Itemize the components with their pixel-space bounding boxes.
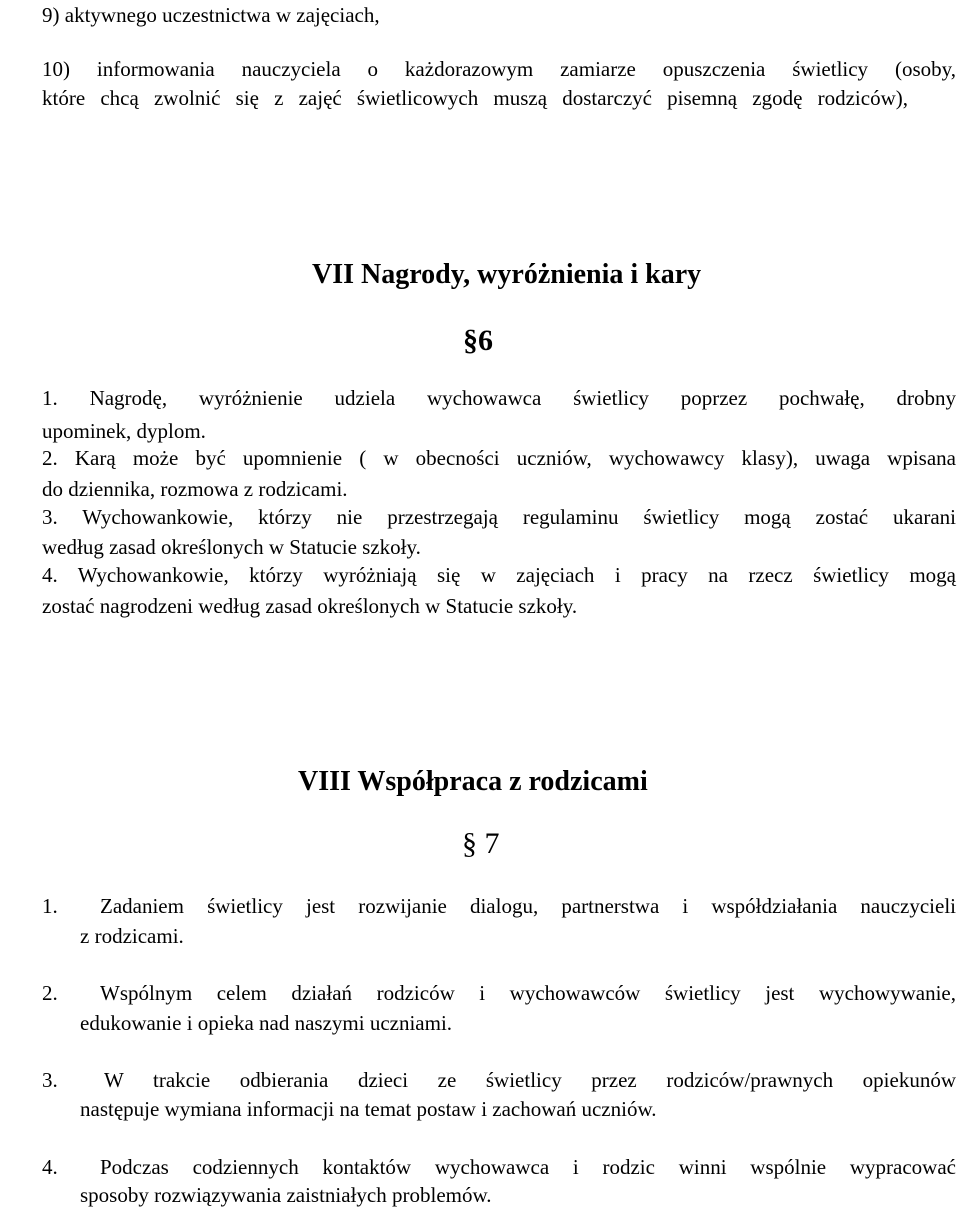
list-item-vii-4-line-1: 4. Wychowankowie, którzy wyróżniają się w zajęciach i pracy na rzecz świetlicy mogą (42, 563, 956, 587)
list-item-viii-2-line-1: Wspólnym celem działań rodziców i wychowawców świetlicy jest wychowywanie, (100, 981, 956, 1005)
list-item-viii-1-line-1: Zadaniem świetlicy jest rozwijanie dialogu, partnerstwa i współdziałania nauczycieli (100, 894, 956, 918)
list-item-viii-2-number: 2. (42, 981, 58, 1005)
paragraph-mark-6: §6 (463, 324, 493, 357)
list-item-10-line-2: które chcą zwolnić się z zajęć świetlicowych muszą dostarczyć pisemną zgodę rodziców), (42, 86, 908, 110)
section-heading-viii: VIII Współpraca z rodzicami (298, 766, 648, 797)
list-item-viii-1-number: 1. (42, 894, 58, 918)
list-item-10-line-1: 10) informowania nauczyciela o każdorazowym zamiarze opuszczenia świetlicy (osoby, (42, 57, 956, 81)
list-item-9: 9) aktywnego uczestnictwa w zajęciach, (42, 3, 380, 27)
list-item-viii-3-line-1: W trakcie odbierania dzieci ze świetlicy przez rodziców/prawnych opiekunów (104, 1068, 956, 1092)
list-item-vii-2-line-1: 2. Karą może być upomnienie ( w obecności uczniów, wychowawcy klasy), uwaga wpisana (42, 446, 956, 470)
list-item-vii-3-line-2: według zasad określonych w Statucie szkoły. (42, 535, 421, 559)
list-item-viii-4-number: 4. (42, 1155, 58, 1179)
section-heading-vii: VII Nagrody, wyróżnienia i kary (312, 259, 702, 290)
list-item-vii-1-line-1: 1. Nagrodę, wyróżnienie udziela wychowawca świetlicy poprzez pochwałę, drobny (42, 386, 956, 410)
list-item-vii-2-line-2: do dziennika, rozmowa z rodzicami. (42, 477, 348, 501)
list-item-vii-4-line-2: zostać nagrodzeni według zasad określonych w Statucie szkoły. (42, 594, 578, 618)
list-item-viii-3-number: 3. (42, 1068, 58, 1092)
list-item-vii-3-line-1: 3. Wychowankowie, którzy nie przestrzegają regulaminu świetlicy mogą zostać ukarani (42, 505, 956, 529)
list-item-viii-1-line-2: z rodzicami. (80, 924, 184, 948)
paragraph-mark-7: § 7 (462, 827, 500, 860)
list-item-viii-4-line-2: sposoby rozwiązywania zaistniałych problemów. (80, 1183, 492, 1207)
list-item-viii-4-line-1: Podczas codziennych kontaktów wychowawca i rodzic winni wspólnie wypracować (100, 1155, 956, 1179)
list-item-viii-2-line-2: edukowanie i opieka nad naszymi uczniami. (80, 1011, 453, 1035)
list-item-viii-3-line-2: następuje wymiana informacji na temat postaw i zachowań uczniów. (80, 1097, 657, 1121)
list-item-vii-1-line-2: upominek, dyplom. (42, 419, 206, 443)
